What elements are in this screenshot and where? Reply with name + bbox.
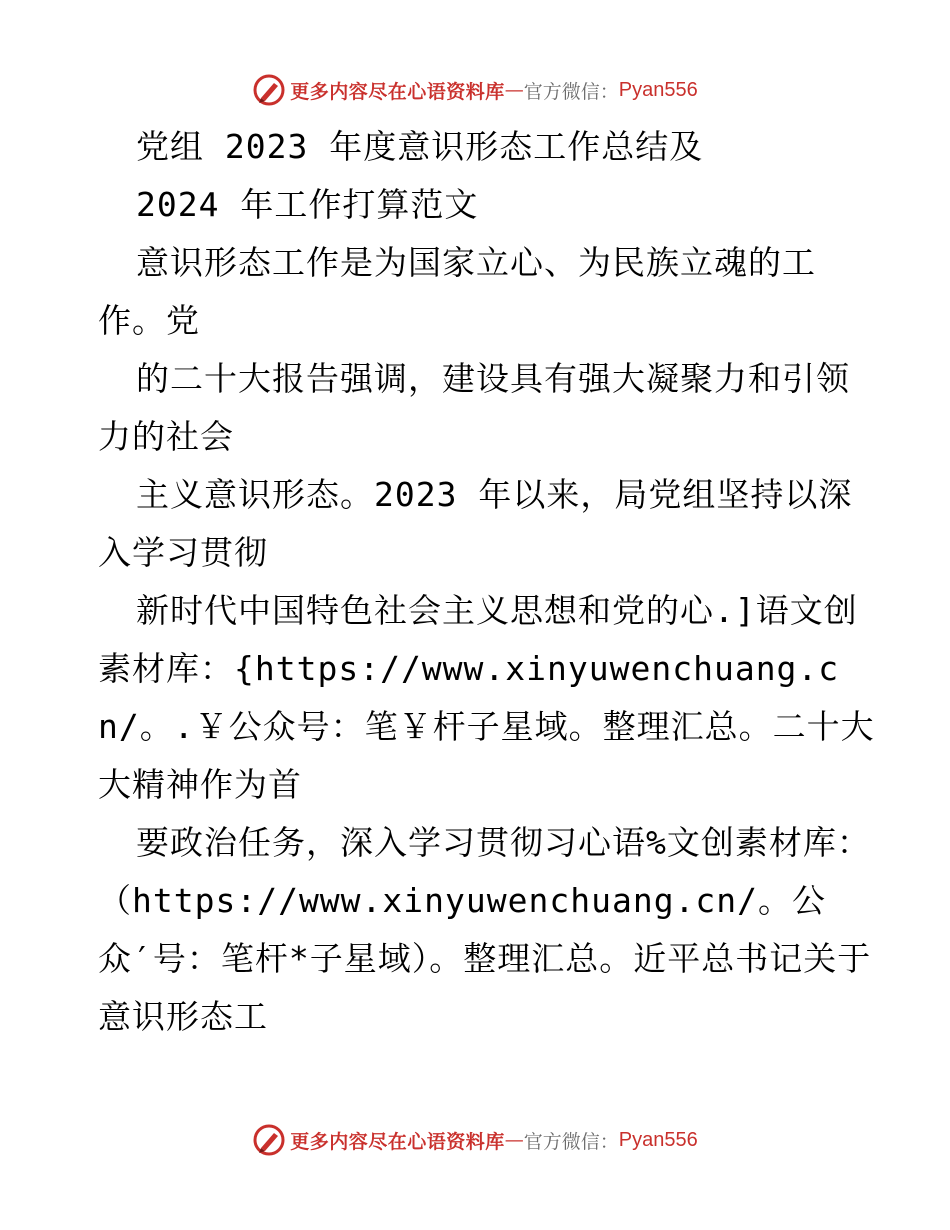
title-line-1: 党组 2023 年度意识形态工作总结及 bbox=[136, 127, 704, 166]
header-site-text: 更多内容尽在心语资料库 bbox=[290, 80, 505, 103]
body-paragraph-5: 要政治任务，深入学习贯彻习心语%文创素材库：（https://www.xinyuwenchuang.cn/。公众′号：笔杆*子星域）。整理汇总。近平总书记关于意识形态工 bbox=[98, 823, 872, 1036]
footer-wechat-label: 官方微信： bbox=[523, 1130, 619, 1153]
footer-banner bbox=[0, 1120, 950, 1160]
body-paragraph-2: 的二十大报告强调，建设具有强大凝聚力和引领力的社会 bbox=[98, 359, 850, 456]
title-line-2: 2024 年工作打算范文 bbox=[136, 185, 479, 224]
pen-logo-icon bbox=[252, 1123, 286, 1157]
header-dash: — bbox=[504, 79, 524, 101]
body-paragraph-1: 意识形态工作是为国家立心、为民族立魂的工作。党 bbox=[98, 243, 816, 340]
footer-wechat-id: Pyan556 bbox=[618, 1128, 698, 1151]
document-body bbox=[98, 118, 878, 1046]
footer-dash: — bbox=[504, 1129, 524, 1151]
footer-site-text: 更多内容尽在心语资料库 bbox=[290, 1130, 505, 1153]
header-banner bbox=[0, 70, 950, 110]
body-paragraph-4: 新时代中国特色社会主义思想和党的心.]语文创素材库：{https://www.xinyuwenchuang.cn/。.￥公众号：笔￥杆子星域。整理汇总。二十大大精神作为首 bbox=[98, 591, 875, 804]
header-wechat-id: Pyan556 bbox=[618, 78, 698, 101]
body-paragraph-3: 主义意识形态。2023 年以来，局党组坚持以深入学习贯彻 bbox=[98, 475, 853, 572]
pen-logo-icon bbox=[252, 73, 286, 107]
header-wechat-label: 官方微信： bbox=[523, 80, 619, 103]
